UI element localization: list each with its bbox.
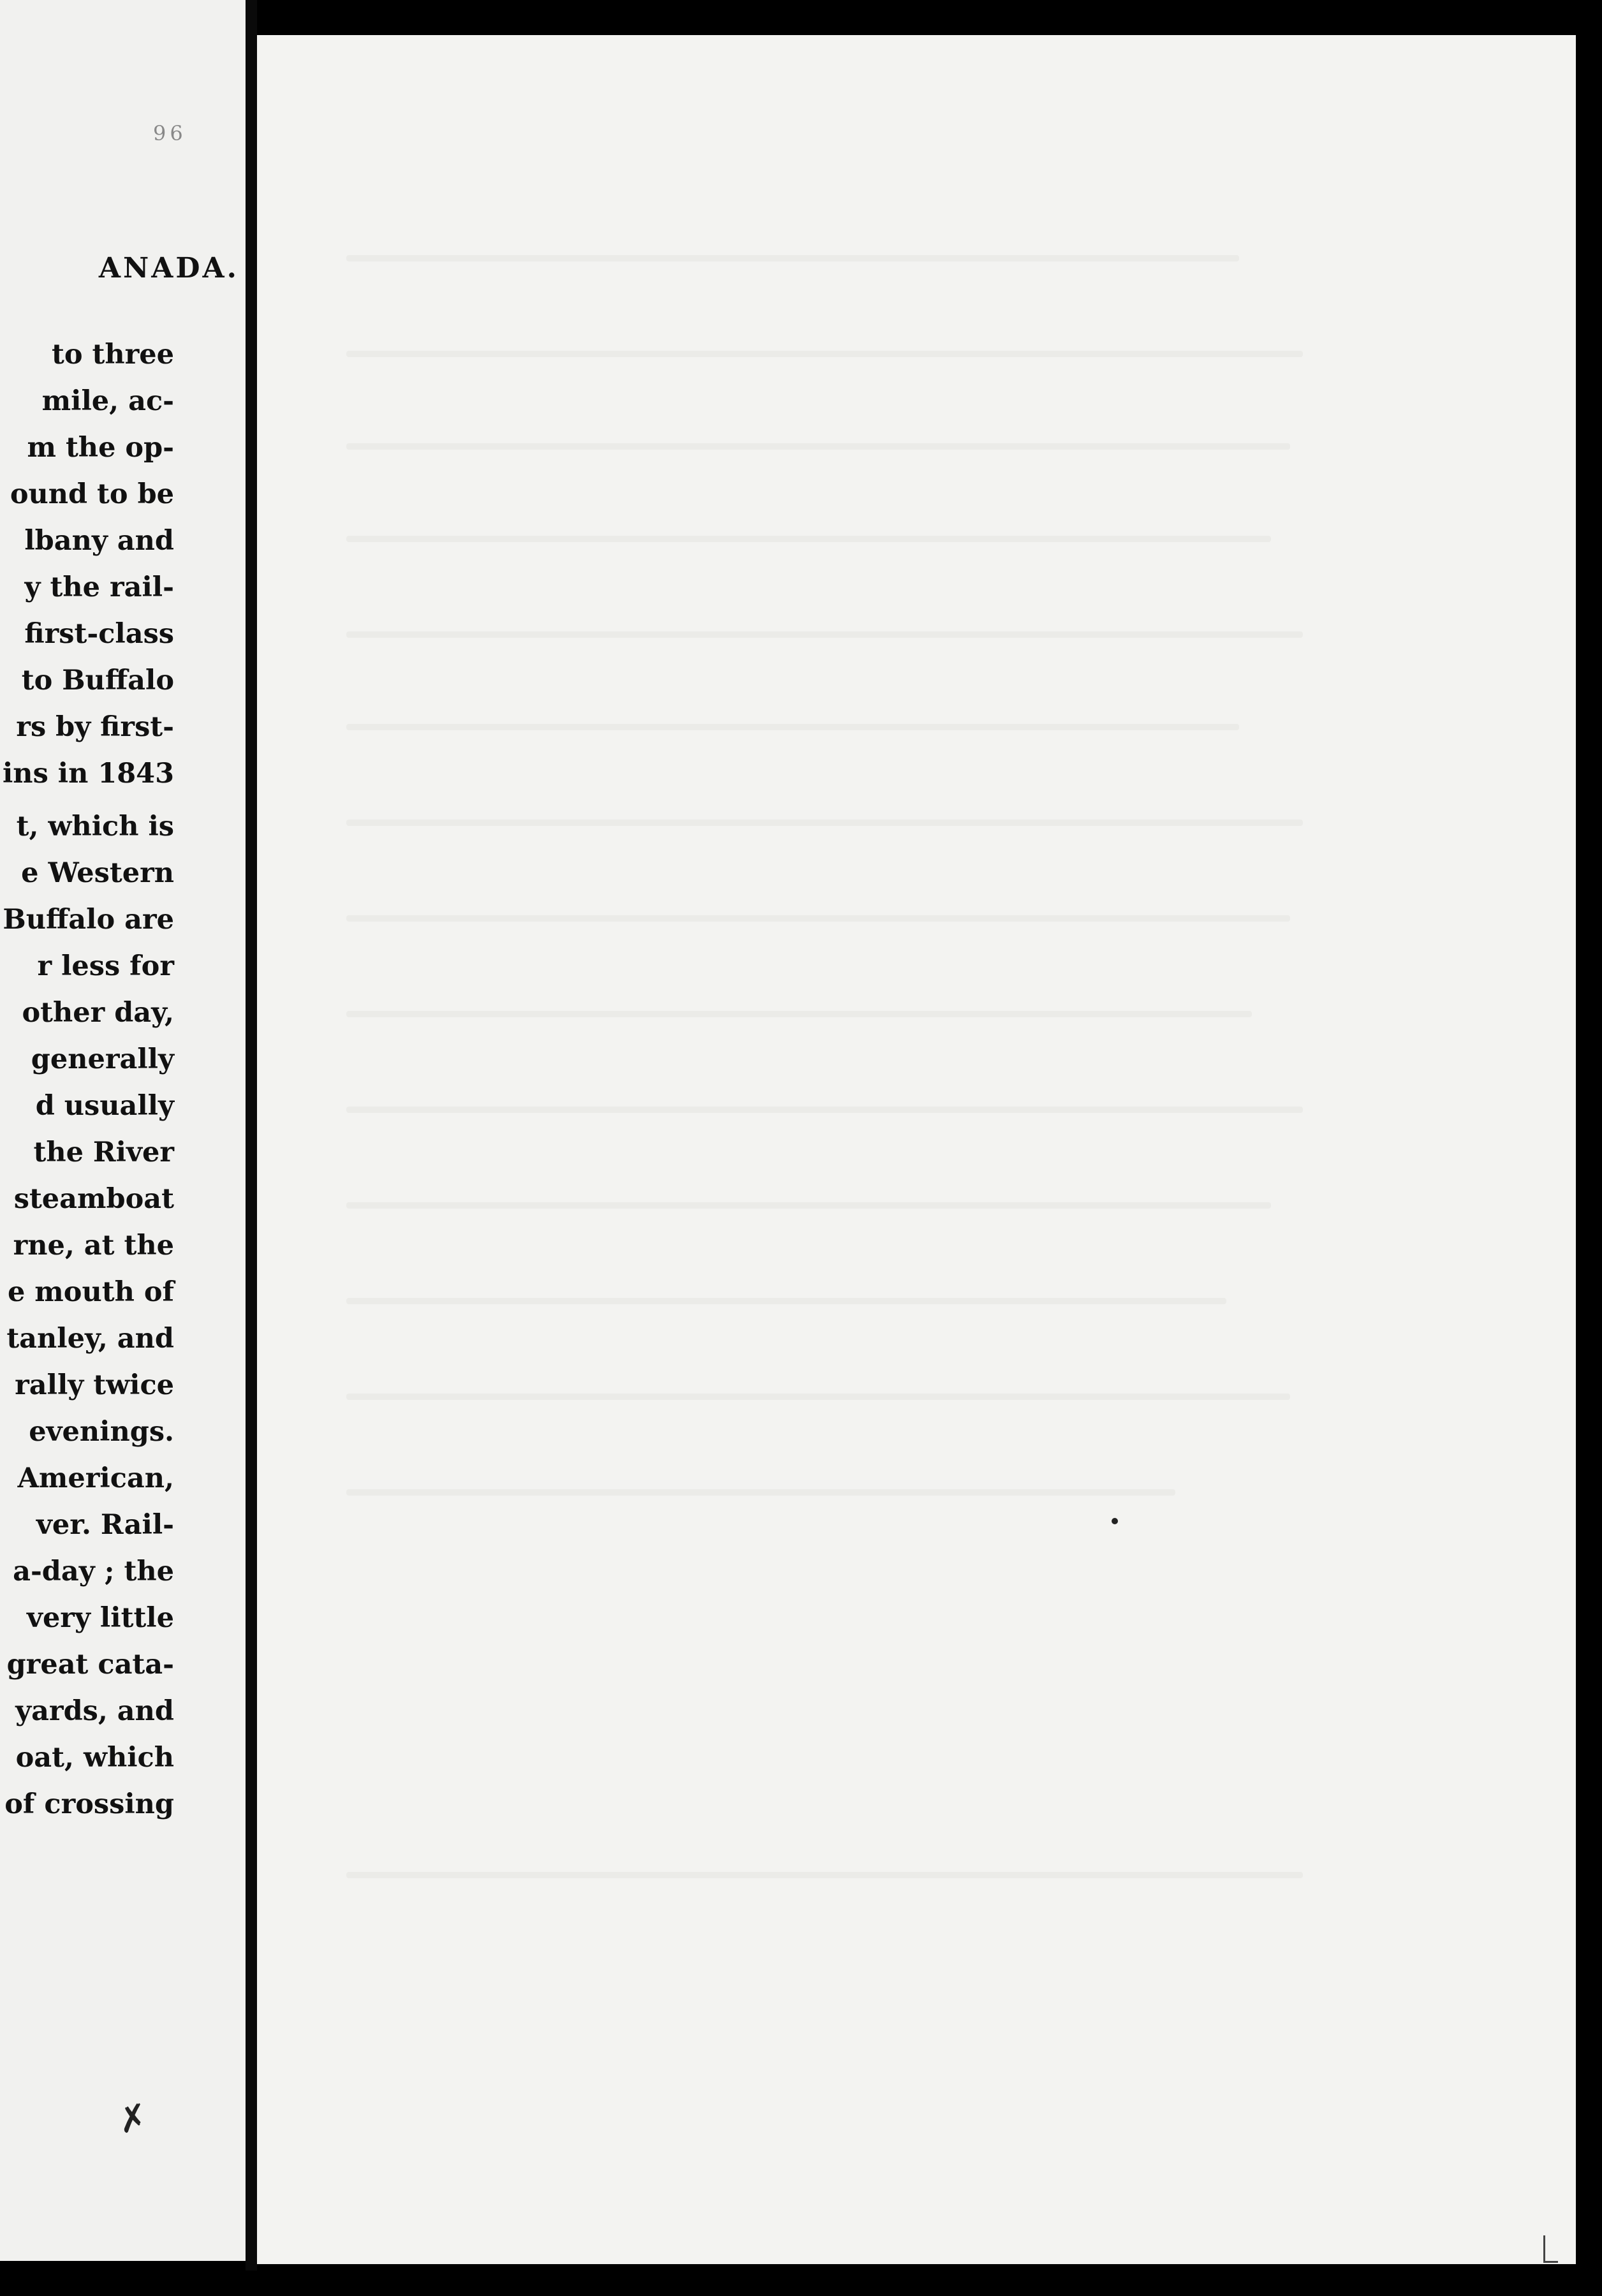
bleed-through-line: [346, 1872, 1303, 1878]
text-line: first-class: [24, 618, 174, 650]
text-line: m the op-: [27, 432, 174, 464]
text-line: evenings.: [29, 1416, 174, 1448]
bleed-through-line: [346, 1298, 1226, 1304]
text-line: generally: [31, 1043, 174, 1075]
handwritten-mark: ✗: [114, 2095, 152, 2143]
text-line: oat, which: [15, 1742, 174, 1774]
ink-speck: [1112, 1518, 1118, 1524]
text-line: rs by first-: [16, 711, 174, 743]
text-line: very little: [26, 1602, 174, 1634]
text-line: ins in 1843: [2, 758, 174, 790]
bleed-through-line: [346, 820, 1303, 826]
text-line: American,: [17, 1462, 174, 1494]
page-mark-top: 96: [153, 121, 187, 145]
bleed-through-line: [346, 1394, 1290, 1400]
bleed-through-line: [346, 443, 1290, 450]
bleed-through-line: [346, 351, 1303, 357]
text-line: ound to be: [10, 478, 174, 510]
text-line: d usually: [35, 1090, 174, 1122]
text-line: e mouth of: [7, 1276, 174, 1308]
text-line: of crossing: [4, 1788, 174, 1820]
bleed-through-line: [346, 915, 1290, 922]
right-page-blank: [257, 35, 1576, 2264]
bleed-through-line: [346, 631, 1303, 638]
text-line: ver. Rail-: [36, 1509, 174, 1541]
text-line: steamboat: [13, 1183, 174, 1215]
bleed-through-line: [346, 1202, 1271, 1209]
text-line: rally twice: [15, 1369, 174, 1401]
text-line: e Western: [21, 857, 174, 889]
running-header: ANADA.: [98, 252, 239, 284]
text-line: r less for: [37, 950, 174, 982]
text-line: rne, at the: [13, 1230, 174, 1262]
text-line: t, which is: [16, 811, 174, 843]
text-line: Buffalo are: [3, 904, 174, 936]
bleed-through-line: [346, 1489, 1175, 1496]
text-line: to three: [51, 339, 174, 371]
text-line: the River: [33, 1137, 174, 1168]
text-line: mile, ac-: [41, 385, 174, 417]
bleed-through-line: [346, 255, 1239, 261]
book-gutter: [246, 0, 257, 2270]
text-line: great cata-: [6, 1649, 174, 1681]
bleed-through-line: [346, 1011, 1252, 1017]
left-page: [0, 0, 248, 2261]
text-line: tanley, and: [6, 1323, 174, 1355]
text-line: lbany and: [24, 525, 174, 557]
bleed-through-line: [346, 1107, 1303, 1113]
text-line: y the rail-: [24, 571, 174, 603]
text-line: yards, and: [15, 1695, 174, 1727]
text-line: to Buffalo: [21, 665, 174, 696]
bleed-through-line: [346, 724, 1239, 730]
bleed-through-line: [346, 536, 1271, 542]
page-text-block: [0, 332, 174, 1828]
text-line: a-day ; the: [13, 1556, 174, 1587]
page-corner-mark: [1543, 2235, 1558, 2263]
text-line: other day,: [22, 997, 174, 1029]
